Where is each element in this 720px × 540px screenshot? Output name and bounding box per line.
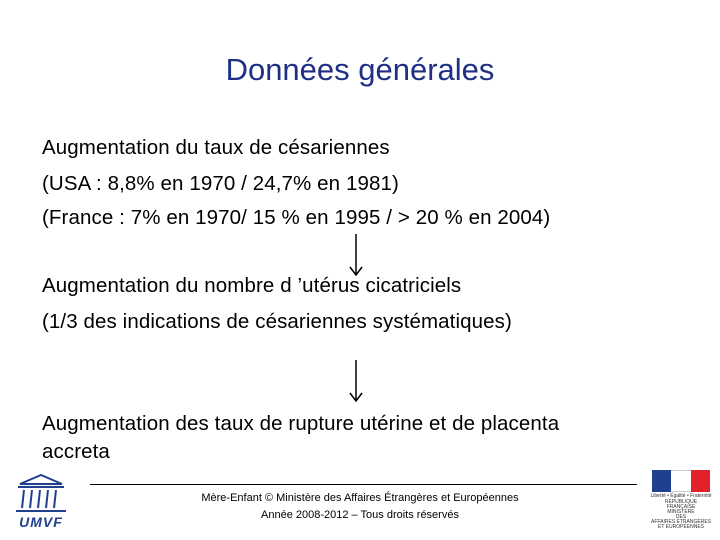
umvf-temple-icon [12, 474, 70, 514]
text-line-7: accreta [42, 440, 110, 463]
french-flag-icon [652, 470, 710, 492]
slide-title: Données générales [225, 52, 495, 87]
text-line-4: Augmentation du nombre d ’utérus cicatriciels [42, 274, 462, 297]
footer-line-2: Année 2008-2012 – Tous droits réservés [261, 509, 459, 521]
ministry-line-2: DES [675, 514, 687, 520]
umvf-logo [12, 474, 70, 530]
footer-line-1: Mère-Enfant © Ministère des Affaires Étrangères et Européennes [201, 492, 519, 504]
umvf-logo-text: UMVF [19, 514, 63, 530]
text-line-3: (France : 7% en 1970/ 15 % en 1995 / > 20 % en 2004) [42, 206, 551, 229]
text-line-6: Augmentation des taux de rupture utérine et de placenta [42, 412, 560, 435]
ministry-line-1: MINISTÈRE [667, 509, 695, 515]
ministry-logo [648, 468, 714, 534]
down-arrow-icon [348, 360, 364, 402]
down-arrow-icon [348, 234, 364, 276]
text-line-2: (USA : 8,8% en 1970 / 24,7% en 1981) [42, 172, 399, 195]
ministry-line-4: ET EUROPÉENNES [657, 524, 705, 530]
ministry-line-3: AFFAIRES ÉTRANGÈRES [650, 519, 711, 525]
ministry-motto: Liberté • Égalité • Fraternité [650, 493, 712, 499]
footer-divider [90, 484, 637, 485]
text-line-1: Augmentation du taux de césariennes [42, 136, 390, 159]
ministry-republic: RÉPUBLIQUE FRANÇAISE [664, 499, 698, 510]
text-line-5: (1/3 des indications de césariennes systématiques) [42, 310, 512, 333]
